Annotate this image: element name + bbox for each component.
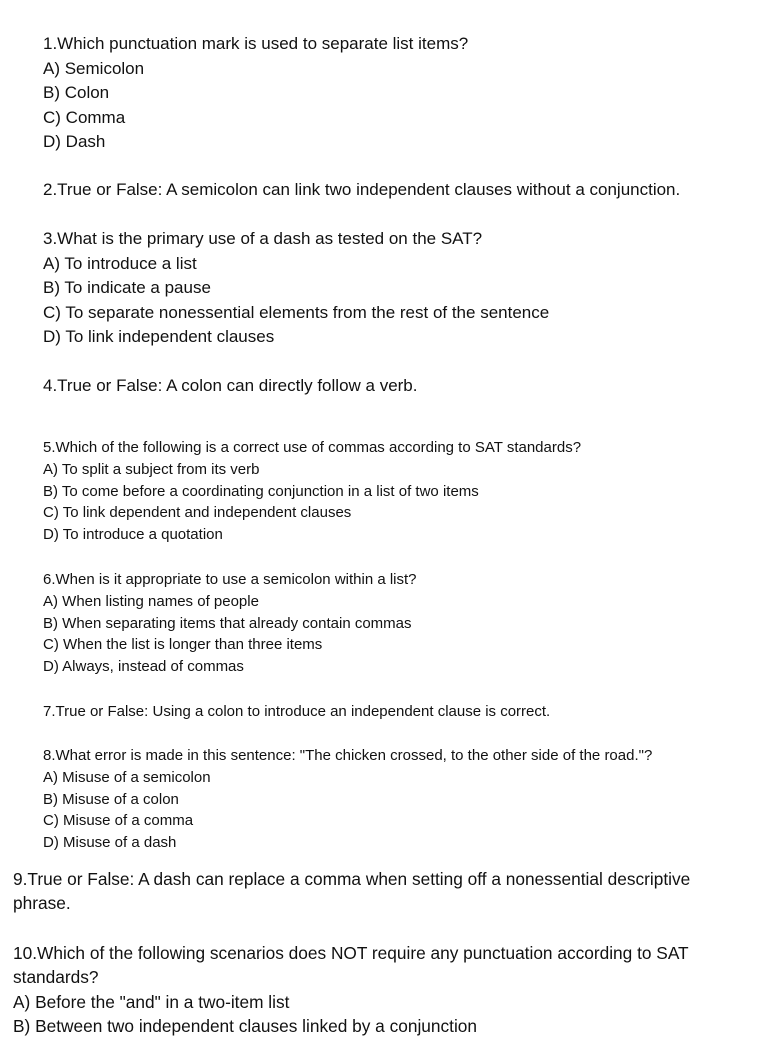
question-stem: 8.What error is made in this sentence: "The chicken crossed, to the other side of the road."?: [43, 747, 653, 764]
answer-option-a: A) Misuse of a semicolon: [43, 768, 211, 786]
answer-option-c: C) To separate nonessential elements from the rest of the sentence: [43, 302, 550, 322]
question-7: [43, 701, 550, 723]
question-stem: 5.Which of the following is a correct use of commas according to SAT standards?: [43, 439, 582, 456]
answer-option-b: B) Between two independent clauses linked by a conjunction: [13, 1015, 478, 1036]
question-1: [43, 32, 468, 155]
question-stem: 7.True or False: Using a colon to introduce an independent clause is correct.: [43, 703, 551, 720]
answer-option-c: C) Misuse of a comma: [43, 812, 194, 830]
answer-option-d: D) Always, instead of commas: [43, 658, 244, 676]
answer-option-a: A) To introduce a list: [43, 253, 197, 273]
question-stem: 2.True or False: A semicolon can link two independent clauses without a conjunction.: [43, 180, 681, 199]
question-2: [43, 178, 680, 203]
answer-option-a: A) Semicolon: [43, 58, 145, 78]
question-stem: 9.True or False: A dash can replace a comma when setting off a nonessential descriptive phrase.: [13, 869, 691, 914]
answer-option-c: C) To link dependent and independent clauses: [43, 504, 352, 522]
question-10: [13, 941, 733, 1038]
question-8: [43, 745, 652, 854]
answer-option-b: B) Misuse of a colon: [43, 790, 179, 808]
question-stem: 4.True or False: A colon can directly follow a verb.: [43, 376, 418, 395]
question-9: [13, 867, 733, 916]
answer-option-a: A) When listing names of people: [43, 592, 259, 610]
question-stem: 6.When is it appropriate to use a semicolon within a list?: [43, 571, 417, 588]
question-3: [43, 227, 549, 350]
answer-option-d: D) Misuse of a dash: [43, 834, 177, 852]
answer-option-a: A) Before the "and" in a two-item list: [13, 991, 290, 1012]
answer-option-a: A) To split a subject from its verb: [43, 460, 260, 478]
question-5: [43, 437, 581, 546]
answer-option-c: C) When the list is longer than three items: [43, 636, 323, 654]
answer-option-d: D) To link independent clauses: [43, 327, 275, 346]
answer-option-d: D) To introduce a quotation: [43, 526, 223, 544]
answer-option-b: B) To come before a coordinating conjunction in a list of two items: [43, 482, 479, 500]
answer-option-b: B) To indicate a pause: [43, 278, 211, 297]
question-stem: 1.Which punctuation mark is used to separate list items?: [43, 34, 469, 53]
answer-option-c: C) Comma: [43, 107, 126, 127]
answer-option-b: B) Colon: [43, 83, 110, 102]
answer-option-d: D) Dash: [43, 132, 106, 151]
question-4: [43, 374, 418, 399]
question-stem: 3.What is the primary use of a dash as tested on the SAT?: [43, 229, 483, 248]
answer-option-b: B) When separating items that already contain commas: [43, 614, 412, 632]
question-stem: 10.Which of the following scenarios does NOT require any punctuation according to SAT standards?: [13, 943, 689, 988]
question-6: [43, 569, 417, 678]
